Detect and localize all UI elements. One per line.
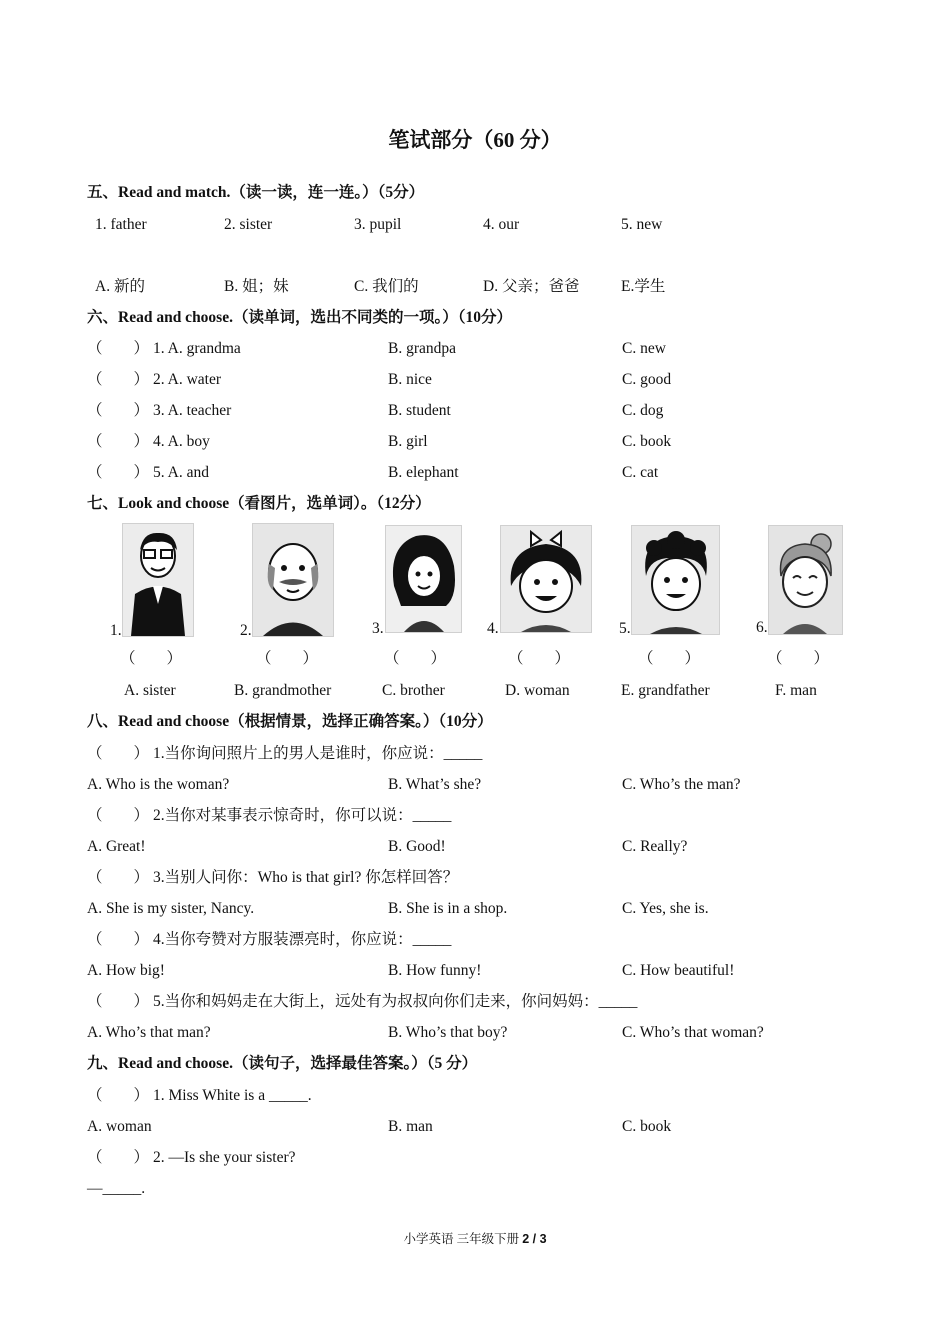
choice-b: B. How funny! [388,962,482,979]
choice-a: 4. A. boy [153,433,210,450]
match-option: A. 新的 [95,278,145,295]
picture-number: 1. [110,622,122,639]
question-text: 3.当别人问你：Who is that girl? 你怎样回答？ [153,869,459,886]
choice-a: A. woman [87,1118,152,1135]
answer-paren[interactable]: （ ） [87,340,150,357]
page-title: 笔试部分（60 分） [388,128,562,152]
choice-c: C. How beautiful! [622,962,735,979]
match-word: 1. father [95,216,147,233]
picture-woman [385,525,462,633]
choice-a: A. She is my sister, Nancy. [87,900,255,917]
picture-girl-with-bow [500,525,592,633]
choice-b: B. She is in a shop. [388,900,508,917]
answer-paren[interactable]: （ ） [87,993,150,1010]
choice-c: C. dog [622,402,664,419]
section-7-heading: 七、Look and choose（看图片，选单词）。（12分） [87,495,431,512]
choice-b: B. student [388,402,451,419]
word-option: F. man [775,682,817,699]
picture-number: 2. [240,622,252,639]
word-option: C. brother [382,682,445,699]
match-option: D. 父亲；爸爸 [483,278,580,295]
choice-a: 3. A. teacher [153,402,232,419]
choice-a: 2. A. water [153,371,222,388]
footer-label: 小学英语 三年级下册 [403,1232,520,1246]
choice-b: B. What’s she? [388,776,482,793]
answer-paren[interactable]: （ ） [87,1149,150,1166]
choice-c: C. book [622,433,672,450]
answer-paren[interactable]: （ ） [767,650,830,667]
match-option: E.学生 [621,278,666,295]
picture-boy [631,525,720,635]
answer-paren[interactable]: （ ） [87,1087,150,1104]
match-word: 3. pupil [354,216,402,233]
picture-number: 5. [619,620,631,637]
page-number: 2 / 3 [522,1232,547,1246]
question-text: 2. —Is she your sister? [153,1149,296,1166]
answer-paren[interactable]: （ ） [384,650,447,667]
answer-paren[interactable]: （ ） [87,371,150,388]
picture-grandmother [768,525,843,635]
choice-c: C. Who’s that woman? [622,1024,764,1041]
section-6-heading: 六、Read and choose.（读单词，选出不同类的一项。）（10分） [87,309,512,326]
choice-c: C. new [622,340,666,357]
choice-a: 5. A. and [153,464,209,481]
choice-b: B. man [388,1118,433,1135]
choice-c: C. Yes, she is. [622,900,709,917]
choice-b: B. nice [388,371,432,388]
word-option: A. sister [124,682,176,699]
match-word: 5. new [621,216,663,233]
answer-paren[interactable]: （ ） [638,650,701,667]
match-word: 2. sister [224,216,273,233]
choice-b: B. elephant [388,464,459,481]
choice-a: A. Great! [87,838,146,855]
answer-paren[interactable]: （ ） [87,464,150,481]
match-option: B. 姐；妹 [224,278,289,295]
picture-number: 3. [372,620,384,637]
word-option: E. grandfather [621,682,710,699]
match-word: 4. our [483,216,520,233]
question-text: 5.当你和妈妈走在大街上，远处有为叔叔向你们走来，你问妈妈：_____ [153,993,638,1010]
choice-c: C. cat [622,464,659,481]
choice-b: B. Good! [388,838,446,855]
answer-paren[interactable]: （ ） [120,650,183,667]
match-option: C. 我们的 [354,278,419,295]
choice-a: A. How big! [87,962,165,979]
word-option: D. woman [505,682,570,699]
word-option: B. grandmother [234,682,332,699]
page-footer [0,1229,950,1247]
answer-paren[interactable]: （ ） [87,433,150,450]
choice-c: C. good [622,371,672,388]
picture-number: 4. [487,620,499,637]
choice-b: B. Who’s that boy? [388,1024,508,1041]
picture-grandfather [252,523,334,637]
question-text: 2.当你对某事表示惊奇时，你可以说：_____ [153,807,452,824]
picture-number: 6. [756,619,768,636]
choice-c: C. Really? [622,838,688,855]
answer-paren[interactable]: （ ） [87,807,150,824]
answer-paren[interactable]: （ ） [87,931,150,948]
section-5-heading: 五、Read and match.（读一读，连一连。）（5分） [87,184,425,201]
choice-a: 1. A. grandma [153,340,241,357]
question-text: 1. Miss White is a _____. [153,1087,312,1104]
choice-c: C. Who’s the man? [622,776,741,793]
choice-c: C. book [622,1118,672,1135]
choice-b: B. girl [388,433,428,450]
question-text: 4.当你夸赞对方服装漂亮时，你应说：_____ [153,931,452,948]
choice-a: A. Who’s that man? [87,1024,211,1041]
answer-paren[interactable]: （ ） [508,650,571,667]
section-9-heading: 九、Read and choose.（读句子，选择最佳答案。）（5 分） [87,1055,478,1072]
picture-man-with-glasses [122,523,194,637]
answer-paren[interactable]: （ ） [87,745,150,762]
question-text: 1.当你询问照片上的男人是谁时，你应说：_____ [153,745,483,762]
answer-paren[interactable]: （ ） [87,869,150,886]
choice-a: A. Who is the woman? [87,776,230,793]
section-8-heading: 八、Read and choose（根据情景，选择正确答案。）（10分） [87,713,493,730]
answer-paren[interactable]: （ ） [87,402,150,419]
answer-paren[interactable]: （ ） [256,650,319,667]
choice-b: B. grandpa [388,340,457,357]
answer-blank[interactable]: —_____. [87,1180,146,1197]
